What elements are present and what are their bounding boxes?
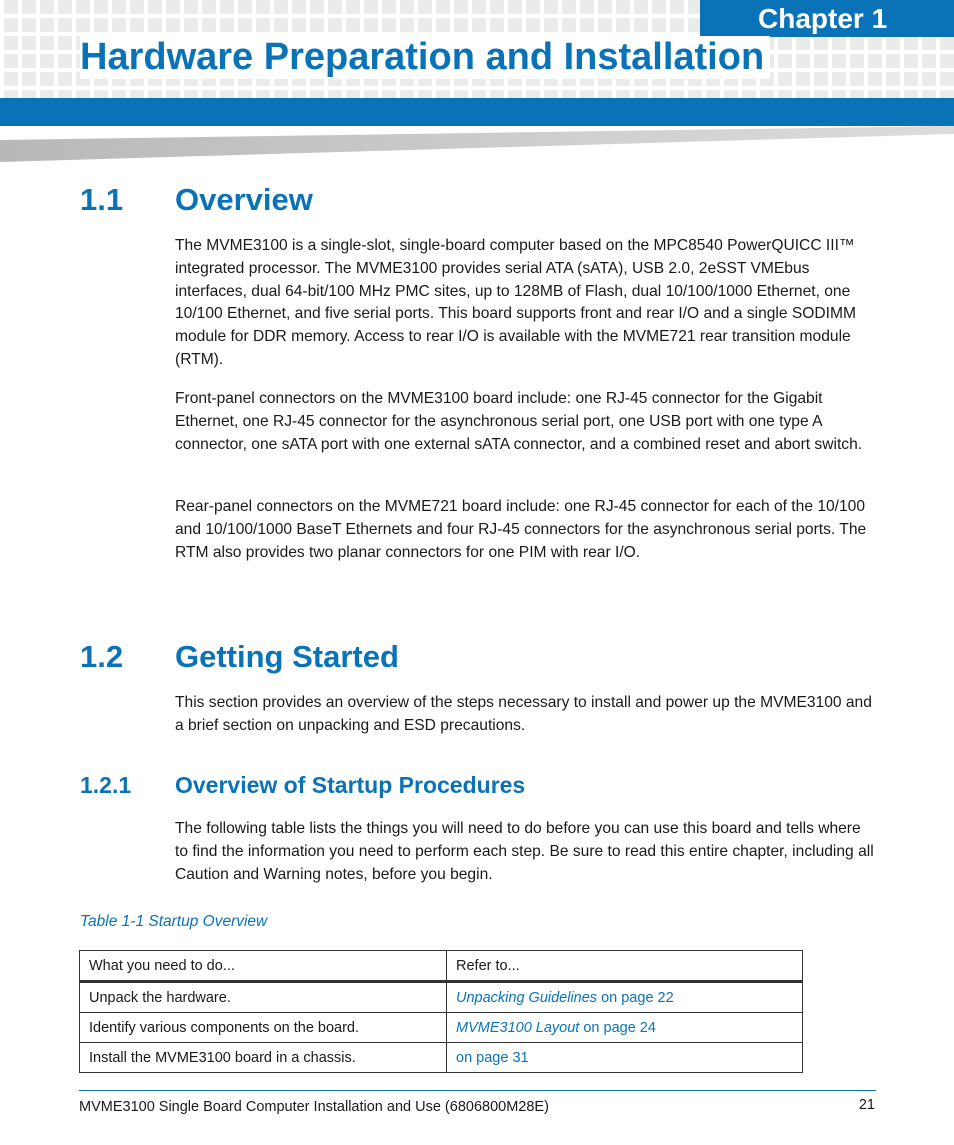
task-cell: Identify various components on the board.	[80, 1013, 447, 1043]
header-shadow	[0, 126, 954, 162]
section-title: Getting Started	[175, 639, 399, 674]
table-row	[80, 1013, 803, 1043]
reference-link[interactable]	[456, 1050, 529, 1066]
page-title: Hardware Preparation and Installation	[80, 36, 770, 79]
reference-page[interactable]: on page 22	[597, 989, 674, 1006]
footer-page-number: 21	[858, 1097, 875, 1113]
reference-page[interactable]: on page 31	[456, 1049, 529, 1066]
section-number: 1.2	[80, 639, 124, 674]
chapter-tab: Chapter 1	[700, 0, 954, 37]
table-header-cell: What you need to do...	[80, 951, 447, 982]
section-title: Overview	[175, 182, 313, 217]
section-1-2-heading	[80, 639, 399, 675]
section-number: 1.2.1	[80, 772, 132, 798]
table-header-row	[80, 951, 803, 982]
header-band	[0, 98, 954, 126]
section-1-1-heading	[80, 182, 313, 218]
task-cell: Install the MVME3100 board in a chassis.	[80, 1043, 447, 1073]
overview-paragraph-3: Rear-panel connectors on the MVME721 board include: one RJ-45 connector for each of the 10/100 and 10/100/1000 BaseT Ethernets and four RJ-45 connectors for the asynchronous serial ports. The RTM also provides two planar connectors for one PIM with rear I/O.	[175, 498, 867, 561]
table-caption: Table 1-1 Startup Overview	[80, 913, 268, 930]
table-header-cell: Refer to...	[447, 951, 803, 982]
startup-overview-table	[79, 950, 803, 1073]
footer-doc-title: MVME3100 Single Board Computer Installation and Use (6806800M28E)	[79, 1099, 549, 1115]
table-row	[80, 982, 803, 1013]
getting-started-paragraph: This section provides an overview of the steps necessary to install and power up the MVME3100 and a brief section on unpacking and ESD precautions.	[175, 694, 872, 734]
section-1-2-1-heading	[80, 772, 525, 799]
footer-rule	[79, 1090, 876, 1091]
reference-link[interactable]	[456, 1020, 656, 1036]
section-number: 1.1	[80, 182, 124, 217]
reference-cell	[447, 982, 803, 1013]
reference-link-title[interactable]: MVME3100 Layout	[456, 1019, 580, 1036]
reference-page[interactable]: on page 24	[579, 1019, 656, 1036]
reference-cell	[447, 1043, 803, 1073]
table-row	[80, 1043, 803, 1073]
section-title: Overview of Startup Procedures	[175, 772, 526, 798]
task-cell: Unpack the hardware.	[80, 982, 447, 1013]
reference-cell	[447, 1013, 803, 1043]
reference-link-title[interactable]: Unpacking Guidelines	[456, 989, 598, 1006]
overview-paragraph-2: Front-panel connectors on the MVME3100 board include: one RJ-45 connector for the Gigabit Ethernet, one RJ-45 connector for the asynchronous serial port, one USB port with one type A connector, one sATA port with one external sATA connector, and a combined reset and abort switch.	[175, 390, 863, 453]
startup-paragraph: The following table lists the things you will need to do before you can use this board and tells where to find the information you need to perform each step. Be sure to read this entire chapter, including all Caution and Warning notes, before you begin.	[175, 820, 874, 883]
overview-paragraph-1: The MVME3100 is a single-slot, single-board computer based on the MPC8540 PowerQUICC III™ integrated processor. The MVME3100 provides serial ATA (sATA), USB 2.0, 2eSST VMEbus interfaces, dual 64-bit/100 MHz PMC sites, up to 128MB of Flash, dual 10/100/1000 Ethernet, one 10/100 Ethernet, and five serial ports. This board supports front and rear I/O and a single SODIMM module for DDR memory. Access to rear I/O is available with the MVME721 rear transition module (RTM).	[175, 237, 856, 368]
reference-link[interactable]	[456, 990, 674, 1006]
